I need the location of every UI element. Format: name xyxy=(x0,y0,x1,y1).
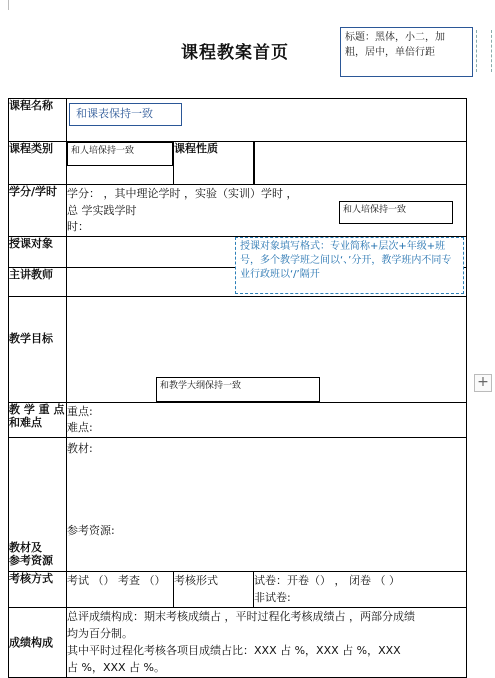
row-goals xyxy=(9,297,467,403)
goals-hint: 和教学大纲保持一致 xyxy=(156,377,320,402)
credit-line-2: 总 学实践学时 xyxy=(67,204,137,217)
course-nature-label: 课程性质 xyxy=(174,142,254,185)
audience-format-note: 授课对象填写格式：专业简称+层次+年级+班号，多个教学班之间以‘、’分开，教学班内不同专业行政班以‘/’隔开 xyxy=(235,237,464,294)
course-form-table xyxy=(8,98,467,678)
materials-label-line2: 参考资源 xyxy=(9,554,53,567)
credit-line-1: 学分： ，其中理论学时 ，实验（实训）学时 ， xyxy=(67,187,298,200)
row-course-type xyxy=(9,142,467,185)
goals-label: 教学目标 xyxy=(9,297,67,403)
credit-hint: 和人培保持一致 xyxy=(339,201,453,224)
grade-line-2: 均为百分制。 xyxy=(67,627,133,640)
row-course-name xyxy=(9,99,467,142)
page-corner-mark xyxy=(0,0,9,10)
teacher-label: 主讲教师 xyxy=(9,268,67,297)
credit-cell[interactable] xyxy=(67,185,467,237)
goals-cell[interactable] xyxy=(67,297,467,403)
course-type-hint: 和人培保持一致 xyxy=(67,142,173,166)
textbook-text: 教材: xyxy=(67,442,93,455)
row-credit xyxy=(9,185,467,237)
assessment-options-cell[interactable] xyxy=(67,572,174,608)
course-nature-cell[interactable] xyxy=(254,142,467,185)
assessment-label: 考核方式 xyxy=(9,572,67,608)
references-text: 参考资源: xyxy=(67,524,115,537)
assessment-form-label: 考核形式 xyxy=(174,574,218,587)
materials-label xyxy=(9,438,67,572)
key-points-label xyxy=(9,403,67,438)
credit-label: 学分/学时 xyxy=(9,185,67,237)
course-type-label: 课程类别 xyxy=(9,142,67,185)
row-materials xyxy=(9,438,467,572)
key-points-label-line1: 教 学 重 点 xyxy=(9,403,65,416)
focus-text: 重点: xyxy=(67,405,93,418)
teacher-cell[interactable] xyxy=(67,241,467,297)
grade-line-3: 其中平时过程化考核各项目成绩占比：XXX 占 %，XXX 占 %，XXX xyxy=(67,644,401,657)
title-format-note: 标题：黑体，小二，加 粗，居中，单倍行距 xyxy=(340,27,473,77)
assessment-options: 考试 （） 考查 （） xyxy=(67,574,166,587)
key-points-cell[interactable] xyxy=(67,403,467,438)
grade-label: 成绩构成 xyxy=(9,608,67,678)
difficulty-text: 难点: xyxy=(67,421,93,434)
materials-cell[interactable] xyxy=(67,438,467,572)
key-points-label-line2: 和难点 xyxy=(9,416,42,429)
course-name-cell[interactable] xyxy=(67,99,467,142)
credit-line-3: 时： xyxy=(67,220,89,233)
assessment-exam-cell[interactable] xyxy=(254,572,467,608)
course-type-cell[interactable] xyxy=(67,142,174,185)
row-grade xyxy=(9,608,467,678)
row-key-points xyxy=(9,403,467,438)
audience-label: 授课对象 xyxy=(9,237,67,268)
add-row-button[interactable]: + xyxy=(474,374,492,392)
row-teacher xyxy=(9,268,467,297)
row-assessment xyxy=(9,572,467,608)
nature-divider xyxy=(254,142,255,184)
materials-label-line1: 教材及 xyxy=(9,541,42,554)
exam-type-text: 试卷：开卷（） ， 闭卷 （ ） xyxy=(254,574,400,587)
non-exam-text: 非试卷: xyxy=(254,591,291,604)
assessment-form-cell xyxy=(174,572,254,608)
grade-line-4: 占 %，XXX 占 %。 xyxy=(67,661,166,674)
course-name-hint: 和课表保持一致 xyxy=(69,103,182,126)
grade-cell[interactable] xyxy=(67,608,467,678)
grade-line-1: 总评成绩构成：期末考核成绩占 ，平时过程化考核成绩占 ，两部分成绩 xyxy=(67,610,415,623)
course-name-label: 课程名称 xyxy=(9,99,67,142)
page-title: 课程教案首页 xyxy=(181,43,289,63)
margin-bracket-mark xyxy=(476,30,492,72)
